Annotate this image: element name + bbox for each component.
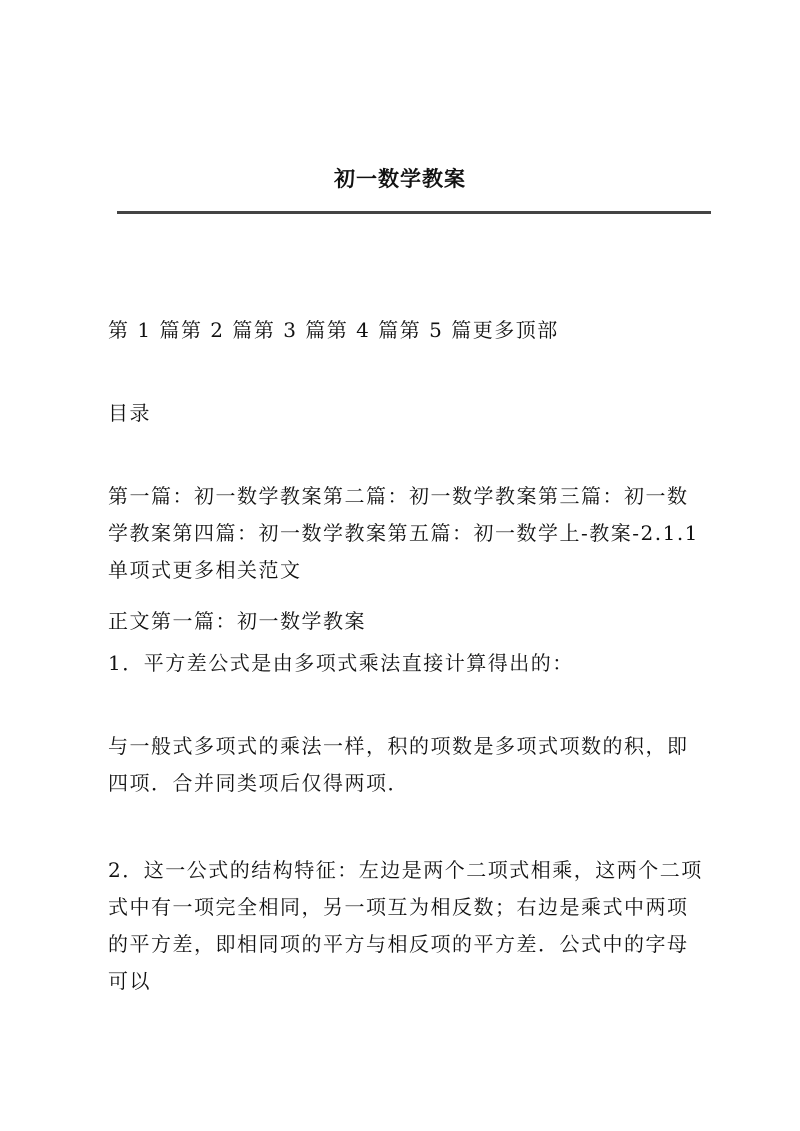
- main-text-heading: 正文第一篇：初一数学教案: [108, 609, 366, 633]
- paragraph-1: 1．平方差公式是由多项式乘法直接计算得出的：: [108, 651, 574, 675]
- paragraph-2: 与一般式多项式的乘法一样，积的项数是多项式项数的积，即四项．合并同类项后仅得两项．: [108, 734, 689, 795]
- chapter-nav-line: 第 1 篇第 2 篇第 3 篇第 4 篇第 5 篇更多顶部: [108, 318, 559, 342]
- toc-contents: 第一篇：初一数学教案第二篇：初一数学教案第三篇：初一数学教案第四篇：初一数学教案第五篇：初一数学上-教案-2.1.1 单项式更多相关范文: [108, 484, 699, 582]
- document-title: 初一数学教案: [334, 166, 466, 191]
- title-divider: [117, 211, 711, 214]
- toc-heading: 目录: [108, 401, 151, 425]
- paragraph-3: 2．这一公式的结构特征：左边是两个二项式相乘，这两个二项式中有一项完全相同，另一项互为相反数；右边是乘式中两项的平方差，即相同项的平方与相反项的平方差．公式中的字母可以: [108, 858, 703, 993]
